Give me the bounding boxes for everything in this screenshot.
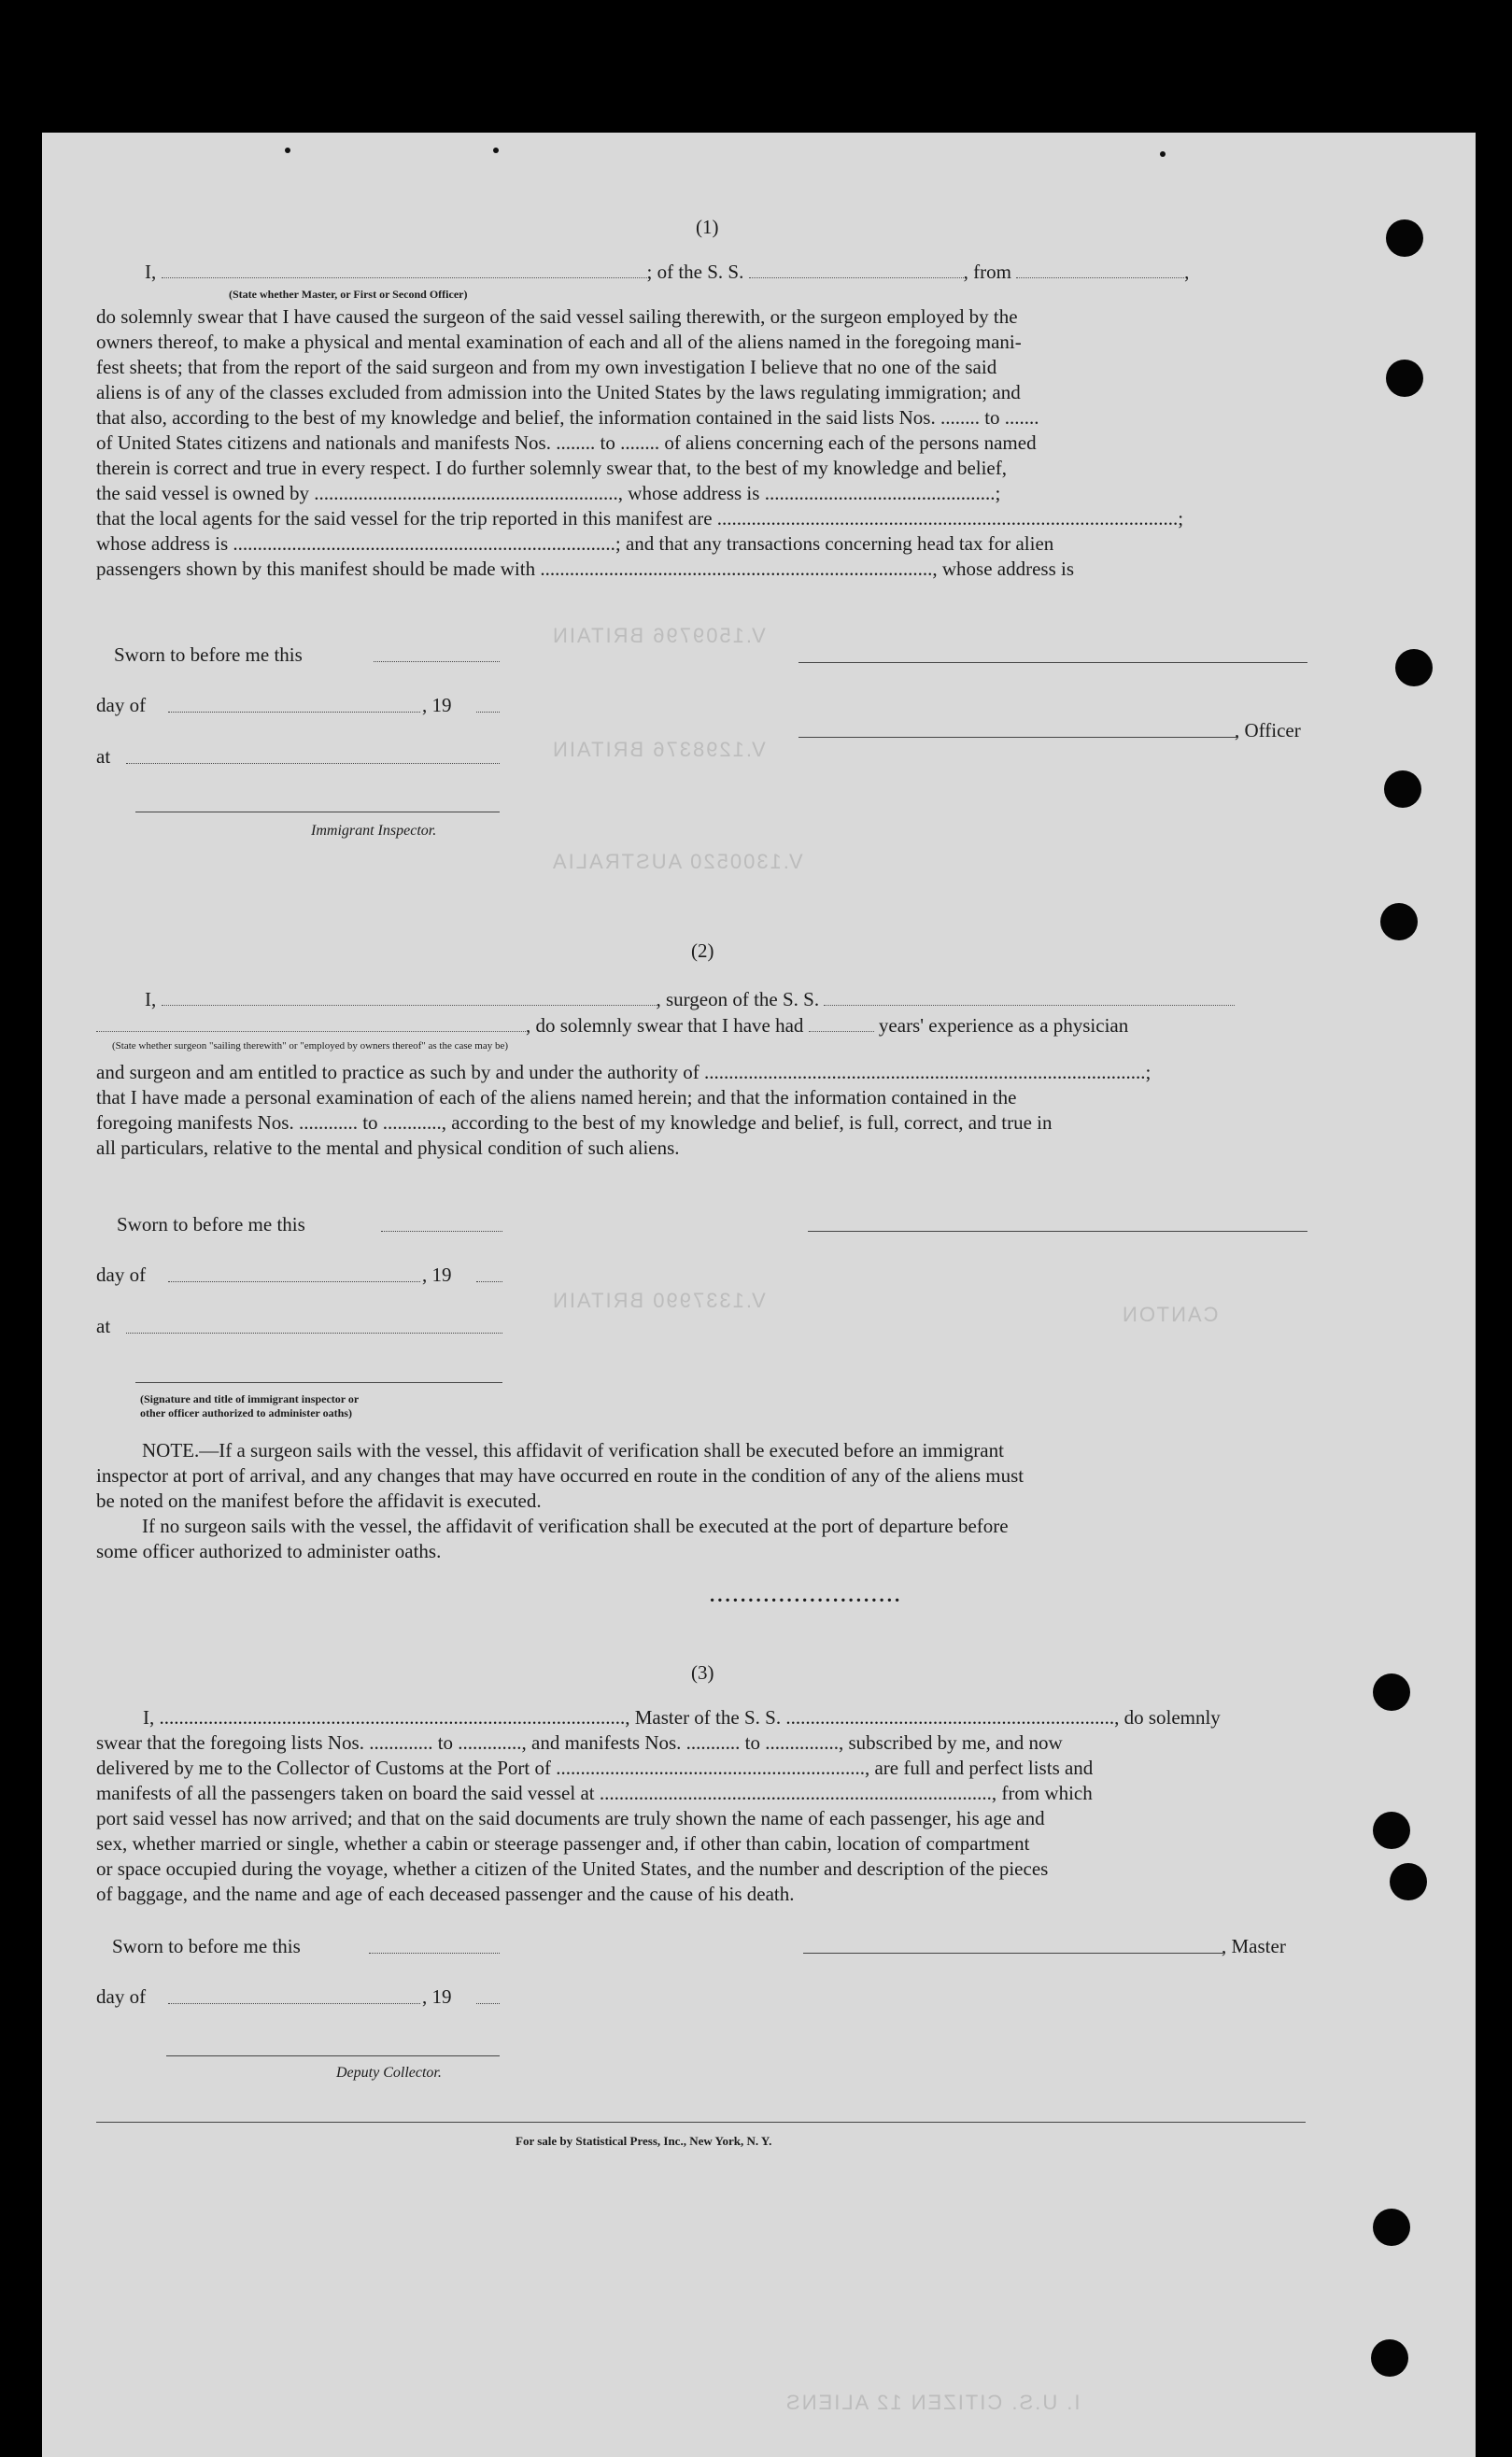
year-field[interactable] [476,2003,500,2004]
section-1-number: (1) [696,216,719,238]
at-label: at [96,1315,111,1337]
para-line: that also, according to the best of my knowledge and belief, the information contained in the said lists Nos. ........ to ....... [96,406,1039,429]
ink-speck [493,148,499,153]
bleed-through-text: V.1300520 AUSTRALIA [551,850,803,873]
para-line: do solemnly swear that I have caused the surgeon of the said vessel sailing therewith, or the surgeon employed by the [96,305,1018,328]
punch-hole [1371,2339,1408,2377]
collector-signature-line[interactable] [166,2055,500,2056]
punch-hole [1373,1812,1410,1849]
year-label: , 19 [422,1264,452,1286]
note-line-1: NOTE.—If a surgeon sails with the vessel, this affidavit of verification shall be executed before an immigrant [142,1439,1004,1461]
para-line: of baggage, and the name and age of each deceased passenger and the cause of his death. [96,1883,795,1905]
surgeon-status-field[interactable] [96,1014,526,1032]
sworn-date-field[interactable] [381,1231,502,1232]
bleed-through-text: CANTON [1121,1303,1219,1326]
para-line: passengers shown by this manifest should be made with ................................................................................, whose address is [96,558,1074,580]
para-line: that I have made a personal examination of each of the aliens named herein; and that the information contained in the [96,1086,1017,1108]
surgeon-signature-line[interactable] [808,1231,1307,1232]
from-port-field[interactable] [1016,261,1184,278]
surgeon-note: (State whether surgeon "sailing therewith" or "employed by owners thereof" as the case may be) [112,1040,509,1052]
signature-note-1: (Signature and title of immigrant inspector or [140,1392,360,1405]
note-line-2: inspector at port of arrival, and any changes that may have occurred en route in the condition of any of the aliens must [96,1464,1024,1487]
punch-hole [1390,1863,1427,1900]
officer-signature-line-2[interactable] [798,737,1237,738]
para-line: foregoing manifests Nos. ............ to ............, according to the best of my knowledge and belief, is full, correct, and true in [96,1111,1053,1134]
line-prefix: I, [145,261,157,283]
punch-hole [1395,649,1433,686]
para-line: therein is correct and true in every respect. I do further solemnly swear that, to the best of my knowledge and belief, [96,457,1007,479]
immigrant-inspector-label: Immigrant Inspector. [311,823,437,839]
section-2-number: (2) [691,939,714,962]
deputy-collector-label: Deputy Collector. [336,2065,442,2081]
para-line: aliens is of any of the classes excluded from admission into the United States by the laws regulating immigration; and [96,381,1021,403]
section-1-paragraph [96,304,1308,582]
sworn-label: Sworn to before me this [112,1935,301,1957]
experience-label: years' experience as a physician [878,1014,1129,1037]
day-of-field[interactable] [168,1281,420,1282]
surgeon-vessel-field[interactable] [824,988,1235,1006]
dotted-separator: ......................... [710,1584,903,1606]
year-label: , 19 [422,694,452,716]
para-line: manifests of all the passengers taken on board the said vessel at ................................................................................, from which [96,1782,1093,1804]
bleed-through-text: V.1509796 BRITAIN [551,624,766,647]
swear-label: , do solemnly swear that I have had [526,1014,804,1037]
at-field[interactable] [126,1333,502,1334]
punch-hole [1384,770,1421,808]
sworn-date-field[interactable] [374,661,500,662]
sworn-label: Sworn to before me this [117,1213,305,1236]
day-of-label: day of [96,694,147,716]
oath-line-1: I, ; of the S. S. , from , [145,261,1190,283]
para-line: swear that the foregoing lists Nos. ............. to ............., and manifests Nos. ........... to ..............., subscribed by me, and now [96,1731,1063,1754]
para-line: fest sheets; that from the report of the said surgeon and from my own investigation I believe that no one of the said [96,356,997,378]
para-line: of United States citizens and nationals and manifests Nos. ........ to ........ of aliens concerning each of the persons named [96,431,1037,454]
officer-note: (State whether Master, or First or Second Officer) [229,288,468,301]
years-field[interactable] [809,1014,874,1032]
line-prefix: I, [145,988,157,1010]
note-line-3: be noted on the manifest before the affidavit is executed. [96,1490,542,1512]
footer-imprint: For sale by Statistical Press, Inc., New York, N. Y. [516,2134,772,2148]
para-line: all particulars, relative to the mental and physical condition of such aliens. [96,1137,680,1159]
vessel-name-field[interactable] [749,261,964,278]
para-line: and surgeon and am entitled to practice as such by and under the authority of ..........................................................................................; [96,1061,1152,1083]
bleed-through-text: V.1337990 BRITAIN [551,1289,766,1312]
signature-line[interactable] [135,1382,502,1383]
punch-hole [1380,903,1418,940]
bleed-through-text: V.1298376 BRITAIN [551,738,766,761]
note-line-5: some officer authorized to administer oaths. [96,1540,442,1562]
ink-speck [285,148,290,153]
para-line: sex, whether married or single, whether a cabin or steerage passenger and, if other than cabin, location of compartment [96,1832,1030,1855]
signature-note-2: other officer authorized to administer oaths) [140,1406,352,1419]
note-line-4: If no surgeon sails with the vessel, the affidavit of verification shall be executed at the port of departure before [142,1515,1009,1537]
section-3-paragraph [96,1705,1308,1907]
officer-label: , Officer [1235,719,1301,741]
punch-hole [1386,360,1423,397]
para-line: I, ..............................................................................................., Master of the S. S. ..................................................................., do solemnly [143,1706,1221,1729]
officer-signature-line-1[interactable] [798,662,1307,663]
sworn-date-field[interactable] [369,1953,500,1954]
bleed-through-text: I. U.S. CITIZEN 12 ALIENS [784,2391,1081,2414]
day-of-label: day of [96,1985,147,2008]
surgeon-name-field[interactable] [162,988,657,1006]
year-label: , 19 [422,1985,452,2008]
footer-rule [96,2122,1306,2123]
master-label: , Master [1222,1935,1286,1957]
surgeon-line-1 [145,987,1235,1011]
from-label: , from [963,261,1011,283]
punch-hole [1373,1673,1410,1711]
section-2-paragraph [96,1060,1308,1161]
day-of-field[interactable] [168,712,420,713]
officer-name-field[interactable] [162,261,647,278]
at-field[interactable] [126,763,500,764]
section-3-number: (3) [691,1661,714,1684]
day-of-label: day of [96,1264,147,1286]
surgeon-of-label: , surgeon of the S. S. [656,988,820,1010]
at-label: at [96,745,111,768]
master-signature-line[interactable] [803,1953,1223,1954]
para-line: owners thereof, to make a physical and mental examination of each and all of the aliens named in the foregoing mani- [96,331,1022,353]
para-line: or space occupied during the voyage, whether a citizen of the United States, and the number and description of the pieces [96,1857,1049,1880]
sworn-label: Sworn to before me this [114,643,303,666]
vessel-label: ; of the S. S. [646,261,744,283]
ink-speck [1160,151,1166,157]
para-line: whose address is ..............................................................................; and that any transactions concerning head tax for alien [96,532,1054,555]
punch-hole [1373,2209,1410,2246]
punch-hole [1386,219,1423,257]
year-field[interactable] [476,1281,502,1282]
para-line: that the local agents for the said vessel for the trip reported in this manifest are ..............................................................................................; [96,507,1184,530]
day-of-field[interactable] [168,2003,420,2004]
para-line: delivered by me to the Collector of Customs at the Port of ..............................................................., are full and perfect lists and [96,1757,1094,1779]
para-line: the said vessel is owned by .............................................................., whose address is ...............................................; [96,482,1001,504]
year-field[interactable] [476,712,500,713]
para-line: port said vessel has now arrived; and that on the said documents are truly shown the name of each passenger, his age and [96,1807,1045,1829]
